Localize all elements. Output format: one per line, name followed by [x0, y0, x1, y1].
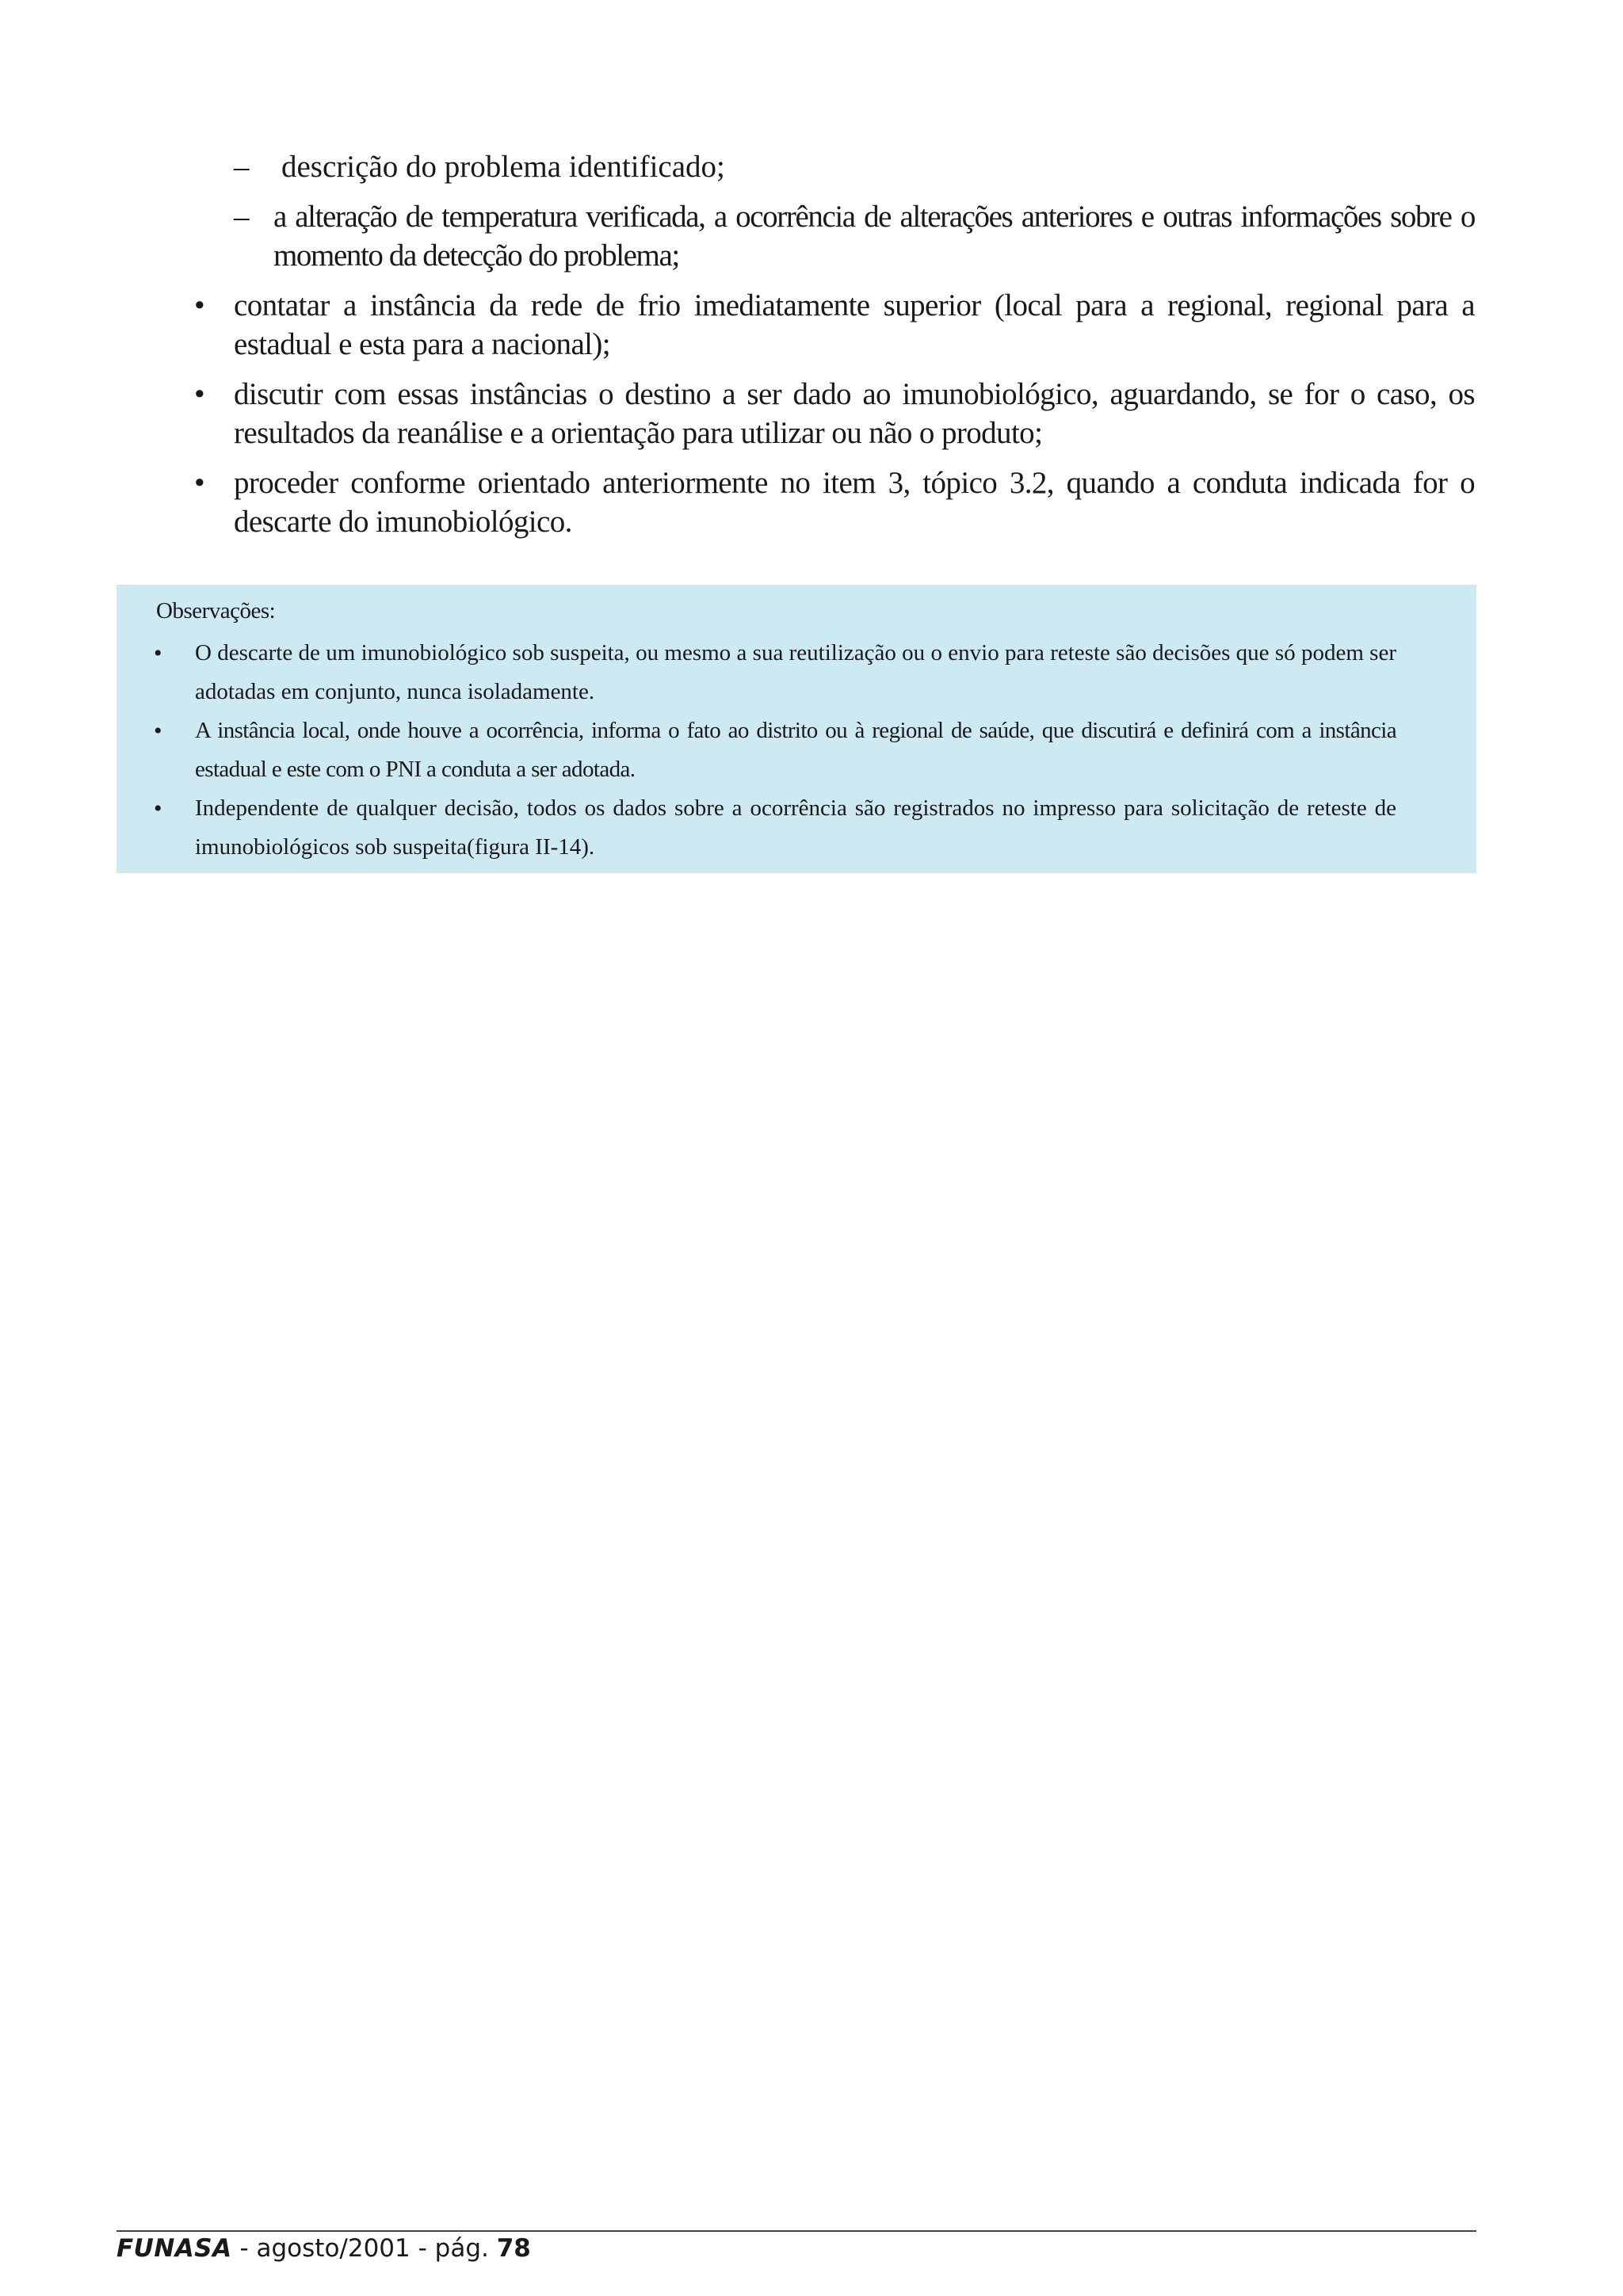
observation-text: O descarte de um imunobiológico sob suspeita, ou mesmo a sua reutilização ou o envio para reteste são decisões que só podem ser adotadas em conjunto, nunca isoladamente.: [195, 640, 1396, 704]
dash-item-text: descrição do problema identificado;: [281, 150, 725, 184]
dash-marker: –: [234, 150, 250, 184]
bullet-item-text: proceder conforme orientado anteriormente no item 3, tópico 3.2, quando a conduta indicada for o descarte do imunobiológico.: [234, 466, 1475, 539]
observation-item: [154, 711, 1396, 789]
bullet-marker: •: [154, 795, 162, 822]
bullet-marker: •: [194, 466, 205, 500]
observation-item: [154, 634, 1396, 711]
bullet-item-contact-upper-instance: [194, 286, 1475, 364]
observations-list: [116, 634, 1476, 867]
bullet-marker: •: [194, 288, 205, 322]
footer-divider: [116, 2230, 1476, 2232]
footer-date: - agosto/2001 - pág.: [231, 2234, 497, 2263]
bullet-item-text: contatar a instância da rede de frio imediatamente superior (local para a regional, regional para a estadual e esta para a nacional);: [234, 288, 1475, 361]
dash-item-problem-description: [234, 147, 1475, 186]
observation-item: [154, 789, 1396, 867]
footer-brand: FUNASA: [116, 2234, 232, 2263]
footer-page-number: 78: [496, 2234, 531, 2263]
dash-item-temperature-change: [234, 197, 1475, 275]
dash-marker: –: [234, 200, 250, 234]
observation-text: A instância local, onde houve a ocorrência, informa o fato ao distrito ou à regional de saúde, que discutirá e definirá com a instância estadual e este com o PNI a conduta a ser adotada.: [195, 718, 1396, 782]
bullet-item-discuss-destination: [194, 375, 1475, 452]
observations-box: [116, 585, 1476, 873]
procedure-list: [0, 147, 1623, 552]
bullet-item-proceed-discard: [194, 463, 1475, 541]
observations-title: Observações:: [156, 598, 276, 624]
bullet-item-text: discutir com essas instâncias o destino a ser dado ao imunobiológico, aguardando, se for o caso, os resultados da reanálise e a orientação para utilizar ou não o produto;: [234, 377, 1475, 450]
bullet-marker: •: [194, 377, 205, 411]
bullet-marker: •: [154, 718, 162, 744]
observation-text: Independente de qualquer decisão, todos os dados sobre a ocorrência são registrados no impresso para solicitação de reteste de imunobiológicos sob suspeita(figura II-14).: [195, 795, 1396, 860]
dash-item-text: a alteração de temperatura verificada, a ocorrência de alterações anteriores e outras informações sobre o momento da detecção do problema;: [273, 200, 1475, 273]
bullet-marker: •: [154, 640, 162, 666]
page-footer: [116, 2233, 531, 2264]
